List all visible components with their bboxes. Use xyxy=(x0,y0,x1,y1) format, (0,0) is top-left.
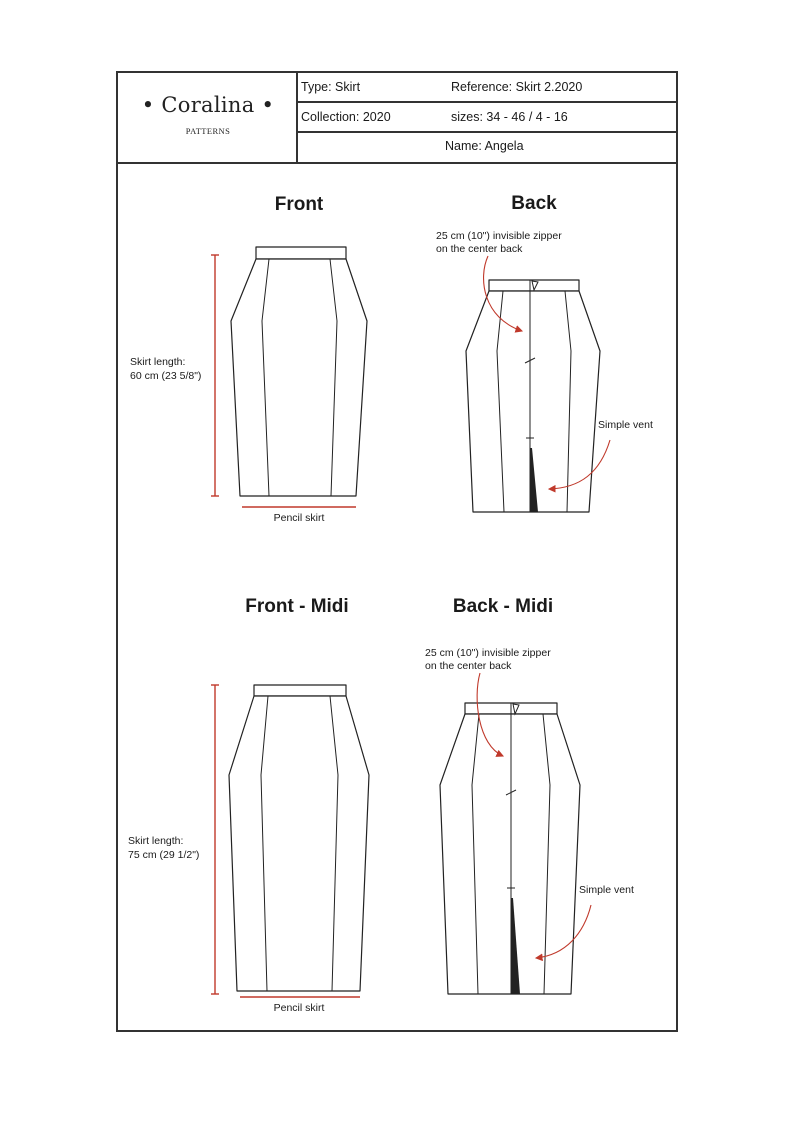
skirt-body xyxy=(229,696,369,991)
front-view xyxy=(130,194,367,524)
brand-logo: • Coralina • xyxy=(141,93,275,117)
type-field: Type: Skirt xyxy=(301,80,361,94)
back-midi-title: Back - Midi xyxy=(452,596,554,617)
collection-field: Collection: 2020 xyxy=(301,110,391,124)
length-measure xyxy=(211,685,219,994)
pattern-sheet xyxy=(116,71,678,1032)
vent-note: Simple vent xyxy=(598,419,653,431)
caption: Pencil skirt xyxy=(273,1002,325,1014)
length-label: Skirt length: xyxy=(128,835,184,847)
back-title: Back xyxy=(511,193,557,214)
reference-field: Reference: Skirt 2.2020 xyxy=(451,80,583,94)
zipper-note-2: on the center back xyxy=(425,660,512,672)
front-skirt xyxy=(231,247,367,496)
length-measure xyxy=(211,255,219,496)
zipper-note-2: on the center back xyxy=(436,243,523,255)
caption: Pencil skirt xyxy=(273,512,325,524)
zipper-note: 25 cm (10") invisible zipper xyxy=(425,647,551,659)
waistband xyxy=(254,685,346,696)
skirt-body xyxy=(231,259,367,496)
name-field: Name: Angela xyxy=(445,139,524,153)
length-label: Skirt length: xyxy=(130,356,186,368)
technical-drawing xyxy=(118,73,676,1030)
front-title: Front xyxy=(274,194,324,215)
brand-subtitle: PATTERNS xyxy=(185,126,231,136)
back-skirt xyxy=(466,280,600,512)
sizes-field: sizes: 34 - 46 / 4 - 16 xyxy=(451,110,568,124)
back-midi-skirt xyxy=(440,703,580,994)
length-value: 75 cm (29 1/2") xyxy=(128,849,200,861)
back-midi-view xyxy=(425,596,634,994)
front-midi-skirt xyxy=(229,685,369,991)
skirt-body xyxy=(440,714,580,994)
zipper-note: 25 cm (10") invisible zipper xyxy=(436,230,562,242)
length-value: 60 cm (23 5/8") xyxy=(130,370,202,382)
back-view xyxy=(436,193,653,512)
front-midi-title: Front - Midi xyxy=(245,596,349,617)
vent-note: Simple vent xyxy=(579,884,634,896)
front-midi-view xyxy=(128,596,369,1014)
waistband xyxy=(256,247,346,259)
